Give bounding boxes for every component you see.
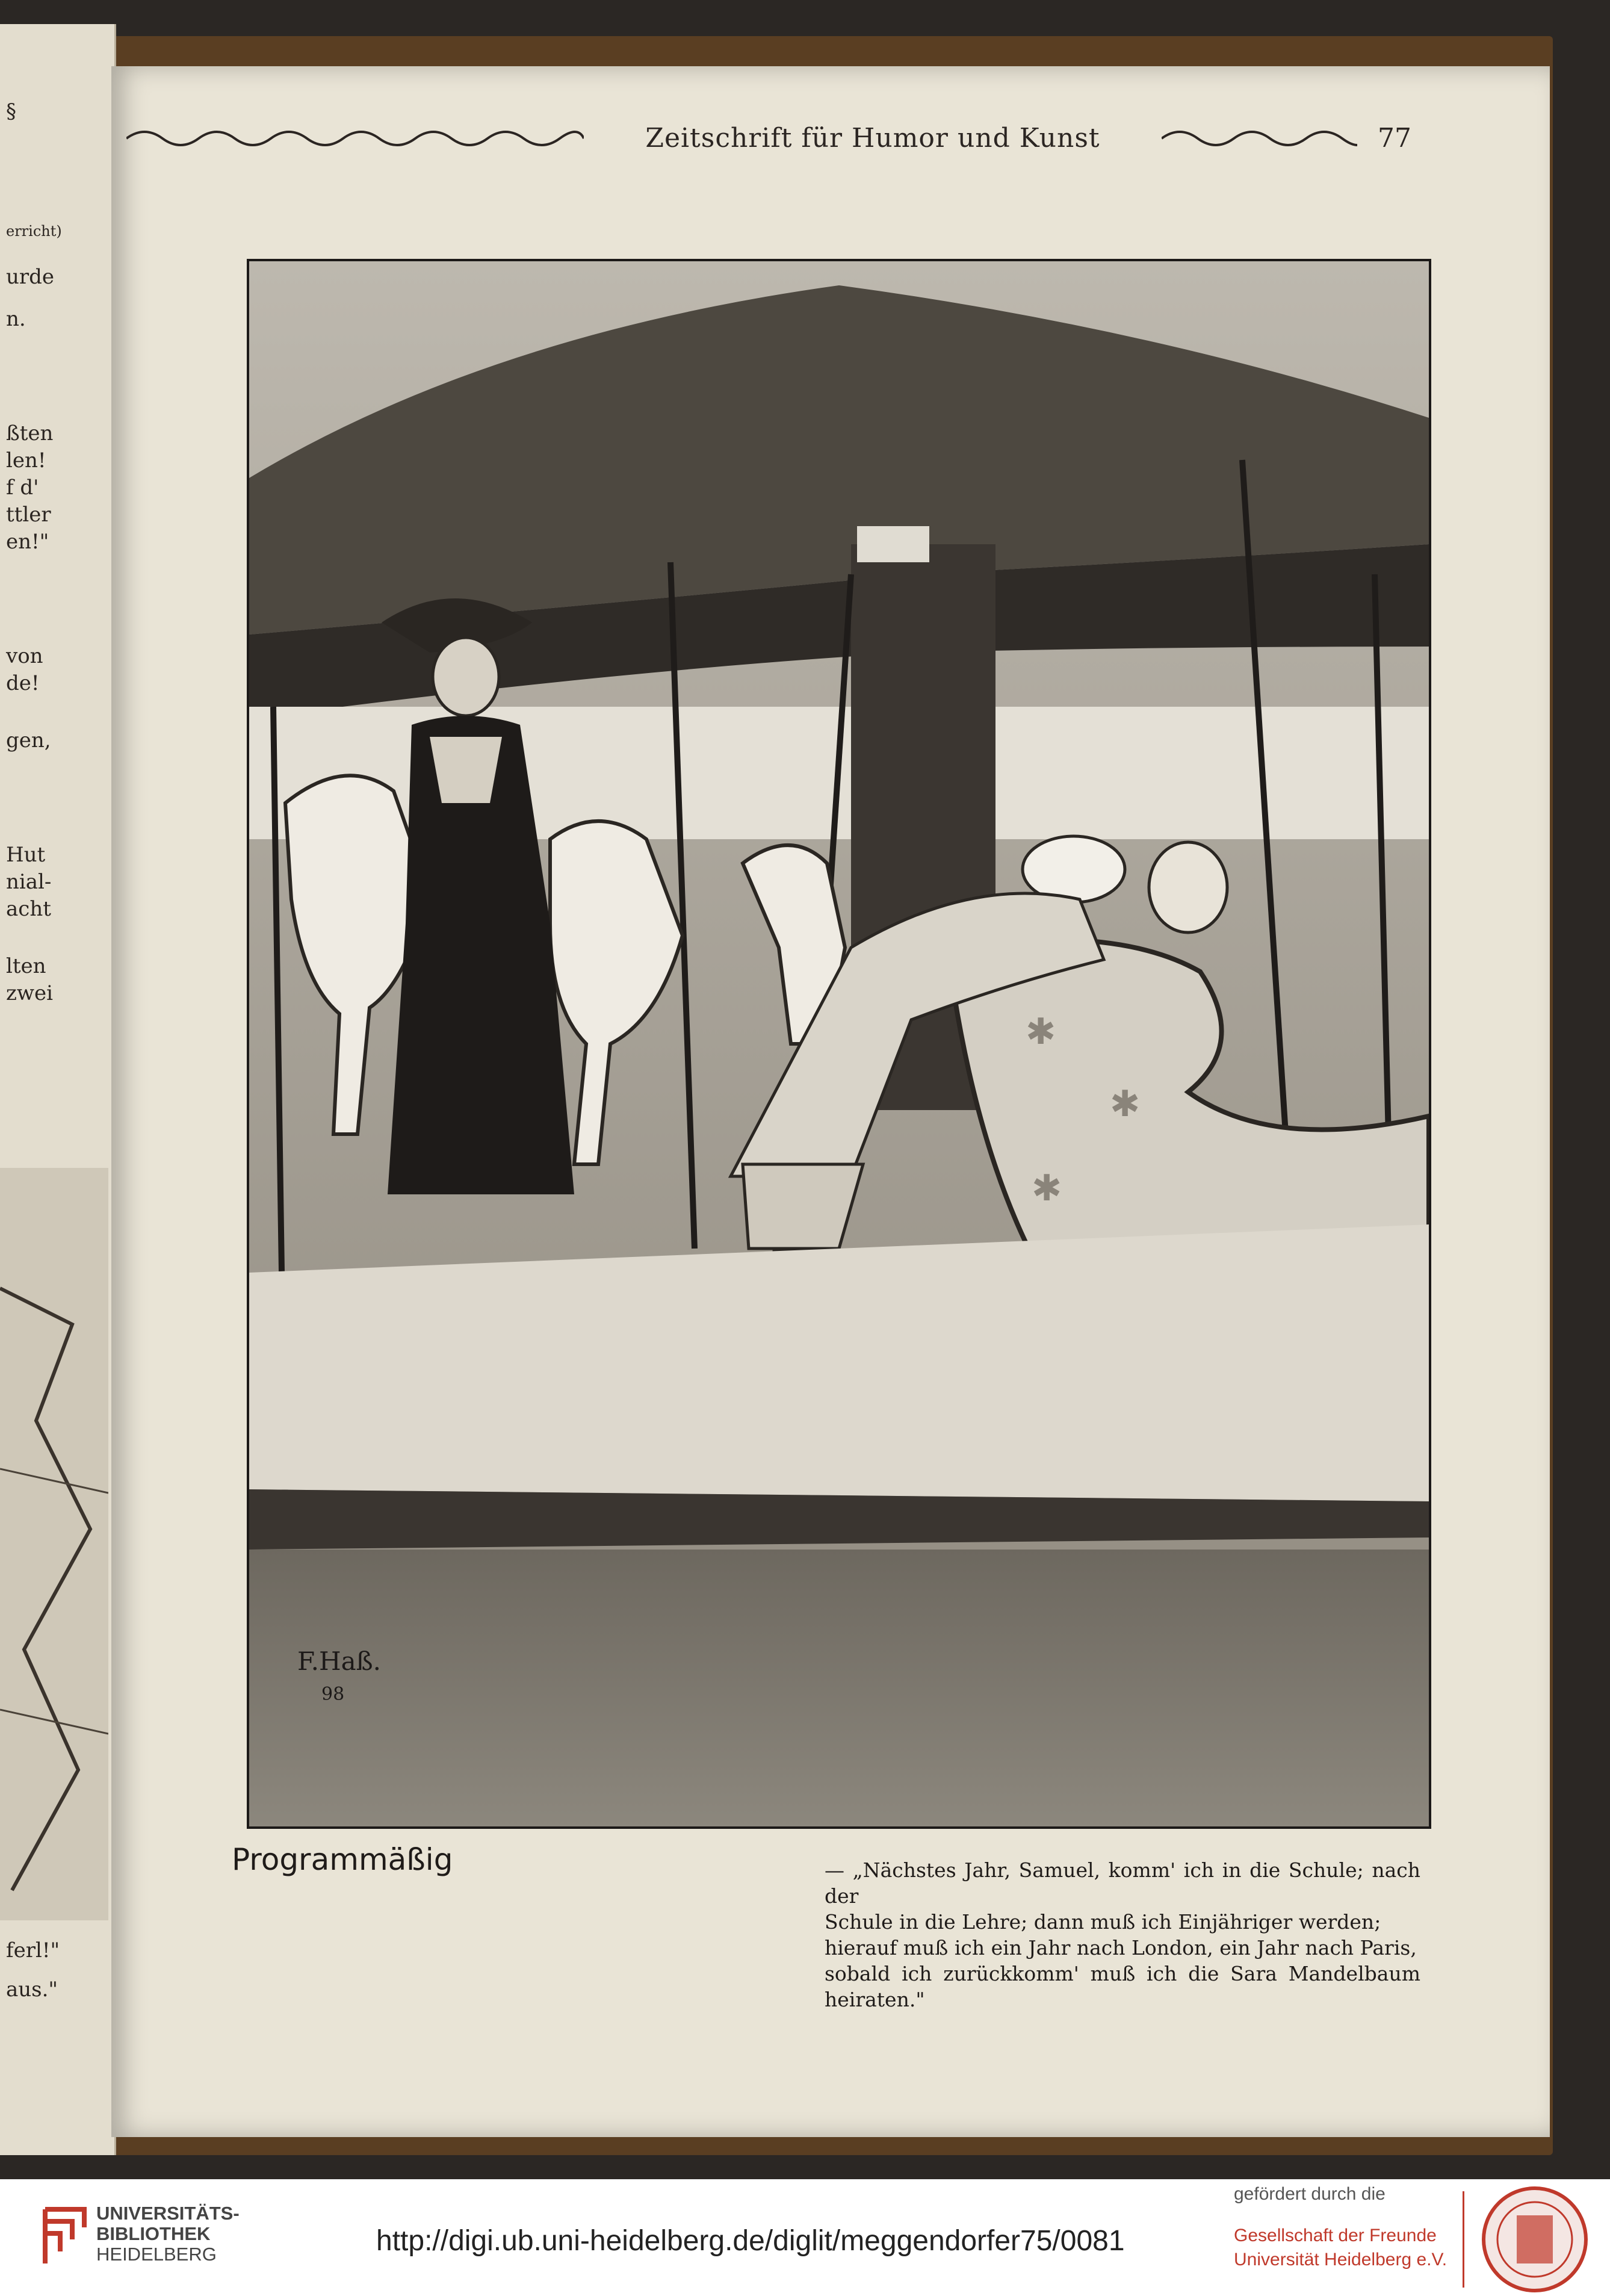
journal-title: Zeitschrift für Humor und Kunst: [584, 120, 1162, 157]
library-name-line: HEIDELBERG: [96, 2244, 217, 2265]
carousel-drawing: [249, 261, 1429, 1826]
left-page-text: von: [6, 644, 43, 668]
permalink-url[interactable]: http://digi.ub.uni-heidelberg.de/diglit/meggendorfer75/0081: [376, 2225, 1125, 2257]
left-page-text: urde: [6, 265, 55, 289]
left-page-text: ferl!": [6, 1938, 60, 1962]
sponsor-name-line: Universität Heidelberg e.V.: [1234, 2250, 1447, 2270]
left-page-text: gen,: [6, 728, 51, 752]
left-page-text: Hut: [6, 843, 46, 867]
page-number: 77: [1357, 120, 1411, 157]
university-seal-icon: [1481, 2185, 1589, 2294]
sponsor-name-line: Gesellschaft der Freunde: [1234, 2226, 1437, 2245]
library-name-line: UNIVERSITÄTS-: [96, 2203, 240, 2224]
caption-title: Programmäßig: [232, 1842, 453, 1877]
child-figure: [1149, 842, 1227, 932]
sponsor-divider: [1463, 2191, 1464, 2288]
carousel-illustration: [247, 259, 1431, 1829]
svg-text:✱: ✱: [1110, 1083, 1141, 1125]
left-page-text: ßten: [6, 421, 54, 445]
svg-text:✱: ✱: [1032, 1167, 1062, 1209]
left-page-text: acht: [6, 897, 51, 921]
caption-text: [825, 1857, 1420, 2012]
svg-text:✱: ✱: [1026, 1011, 1056, 1053]
caption-line: — „Nächstes Jahr, Samuel, komm' ich in die Schule; nach der: [825, 1858, 1420, 1908]
left-page-text: n.: [6, 307, 26, 331]
left-page-text: ttler: [6, 503, 51, 527]
running-header: [126, 120, 1411, 157]
library-name-line: BIBLIOTHEK: [96, 2223, 211, 2244]
artist-signature-year: 98: [321, 1684, 345, 1705]
left-page-text: nial-: [6, 870, 52, 894]
caption-line: sobald ich zurückkomm' muß ich die Sara Mandelbaum heiraten.": [825, 1962, 1420, 2011]
left-page-illustration-fragment: [0, 1168, 108, 1920]
left-page-text: lten: [6, 954, 46, 978]
caption-line: hierauf muß ich ein Jahr nach London, ein Jahr nach Paris,: [825, 1936, 1417, 1959]
left-page-text: erricht): [6, 223, 62, 240]
left-page-text: aus.": [6, 1978, 58, 2002]
library-name: [96, 2203, 240, 2265]
artist-signature: F.Haß.: [297, 1646, 382, 1676]
left-page-mark: §: [6, 99, 16, 123]
university-library-logo-icon: [39, 2200, 93, 2270]
left-page-text: len!: [6, 448, 46, 473]
caption-line: Schule in die Lehre; dann muß ich Einjähriger werden;: [825, 1910, 1381, 1934]
left-page-text: en!": [6, 530, 49, 554]
left-page-text: zwei: [6, 981, 54, 1005]
left-page-text: de!: [6, 671, 40, 695]
left-page-text: f d': [6, 476, 39, 500]
sponsor-label: gefördert durch die: [1234, 2184, 1386, 2204]
left-page-margin: [0, 24, 116, 2155]
